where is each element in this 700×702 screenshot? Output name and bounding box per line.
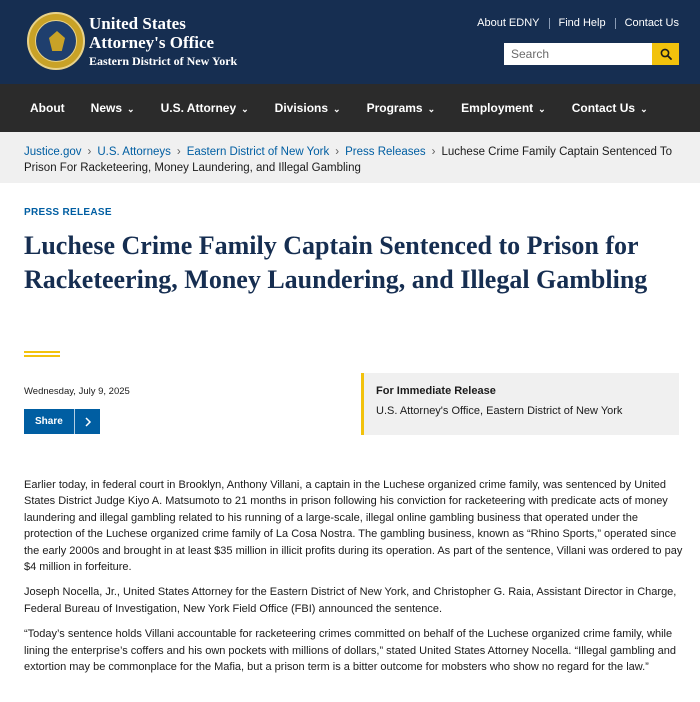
release-office: U.S. Attorney's Office, Eastern District of New York	[376, 405, 623, 417]
nav-item-label: News	[90, 101, 123, 115]
nav-item-employment[interactable]	[461, 101, 546, 115]
chevron-down-icon: ⌄	[538, 103, 546, 114]
nav-item-about[interactable]	[30, 101, 65, 115]
utility-nav	[468, 17, 679, 29]
release-info-box	[361, 373, 679, 435]
site-header	[0, 0, 700, 84]
breadcrumb	[24, 144, 684, 176]
article-paragraph: Earlier today, in federal court in Brooklyn, Anthony Villani, a captain in the Luchese organized crime family, was sentenced by United States District Judge Kiyo A. Matsumoto to 21 months in prison following his conviction for racketeering with predicate acts of money laundering and illegal gambling related to his running of a large-scale, illegal online gambling business that operated under the protection of the Luchese organized crime family of La Cosa Nostra. The gambling business, known as “Rhino Sports,” operated since the early 2000s and brought in at least $35 million in illicit profits during its operation. As part of the sentence, Villani was ordered to pay $4 million in forfeiture.	[24, 479, 683, 574]
agency-line-1: United States	[89, 14, 186, 33]
utility-link-about[interactable]: About EDNY	[477, 17, 540, 29]
nav-item-programs[interactable]	[367, 101, 436, 115]
article-paragraph: “Today’s sentence holds Villani accountable for racketeering crimes committed on behalf of the Luchese organized crime family, while lining the enterprise’s coffers and his own pockets with millions of dollars,” stated United States Attorney Nocella. “Illegal gambling and extortion may be commonplace for the Mafia, but a prison term is a bitter outcome for mobsters who show no regard for the law.”	[24, 628, 676, 674]
nav-item-label: Contact Us	[571, 101, 636, 115]
nav-item-news[interactable]	[91, 101, 135, 115]
chevron-down-icon: ⌄	[427, 103, 436, 114]
chevron-right-icon: ›	[335, 146, 340, 158]
nav-item-us-attorney[interactable]	[161, 101, 249, 115]
seal-eagle	[49, 31, 65, 51]
chevron-right-icon: ›	[176, 146, 181, 158]
agency-line-2: Attorney's Office	[89, 33, 215, 52]
doj-seal-icon[interactable]	[27, 12, 85, 70]
breadcrumb-current: Luchese Crime Family Captain Sentenced To Prison For Racketeering, Money Laundering, and Illegal Gambling	[24, 146, 673, 174]
article-body	[24, 477, 684, 684]
share-divider	[74, 409, 75, 434]
chevron-right-icon: ›	[87, 146, 92, 158]
nav-item-label: Divisions	[274, 101, 329, 115]
nav-item-label: Programs	[366, 101, 423, 115]
nav-item-label: Employment	[461, 101, 534, 115]
search-icon	[660, 48, 672, 60]
chevron-right-icon: ›	[431, 146, 436, 158]
agency-line-3: Eastern District of New York	[89, 54, 238, 68]
search-form	[504, 43, 679, 65]
breadcrumb-link-us-attorneys[interactable]: U.S. Attorneys	[97, 146, 171, 158]
share-button[interactable]	[24, 409, 100, 434]
page-title: Luchese Crime Family Captain Sentenced to Prison for Racketeering, Money Laundering, and Illegal Gambling	[24, 231, 648, 294]
seal-inner	[35, 20, 77, 62]
chevron-right-icon	[75, 417, 100, 427]
nav-item-label: U.S. Attorney	[160, 101, 237, 115]
chevron-down-icon: ⌄	[241, 103, 249, 114]
chevron-down-icon: ⌄	[333, 103, 341, 114]
utility-link-find-help[interactable]: Find Help	[558, 17, 606, 29]
nav-item-label: About	[30, 101, 65, 115]
breadcrumb-link-press-releases[interactable]: Press Releases	[345, 146, 426, 158]
chevron-down-icon: ⌄	[640, 103, 648, 114]
breadcrumb-link-edny[interactable]: Eastern District of New York	[186, 146, 330, 158]
share-label: Share	[35, 416, 63, 427]
release-heading: For Immediate Release	[376, 385, 496, 397]
main-nav	[0, 84, 700, 132]
search-input[interactable]	[504, 43, 652, 65]
title-divider	[24, 351, 60, 359]
search-button[interactable]	[652, 43, 679, 65]
breadcrumb-link-justice[interactable]: Justice.gov	[24, 146, 82, 158]
article-paragraph: Joseph Nocella, Jr., United States Attorney for the Eastern District of New York, and Christopher G. Raia, Assistant Director in Charge, Federal Bureau of Investigation, New York Field Office (FBI) announced the sentence.	[24, 586, 677, 615]
utility-link-contact[interactable]: Contact Us	[624, 17, 679, 29]
press-release-label: PRESS RELEASE	[24, 207, 112, 218]
chevron-down-icon: ⌄	[127, 103, 135, 114]
agency-name[interactable]	[89, 14, 237, 70]
nav-item-contact-us[interactable]	[572, 101, 648, 115]
breadcrumb-bar	[0, 132, 700, 183]
publish-date: Wednesday, July 9, 2025	[24, 386, 130, 397]
nav-item-divisions[interactable]	[275, 101, 341, 115]
